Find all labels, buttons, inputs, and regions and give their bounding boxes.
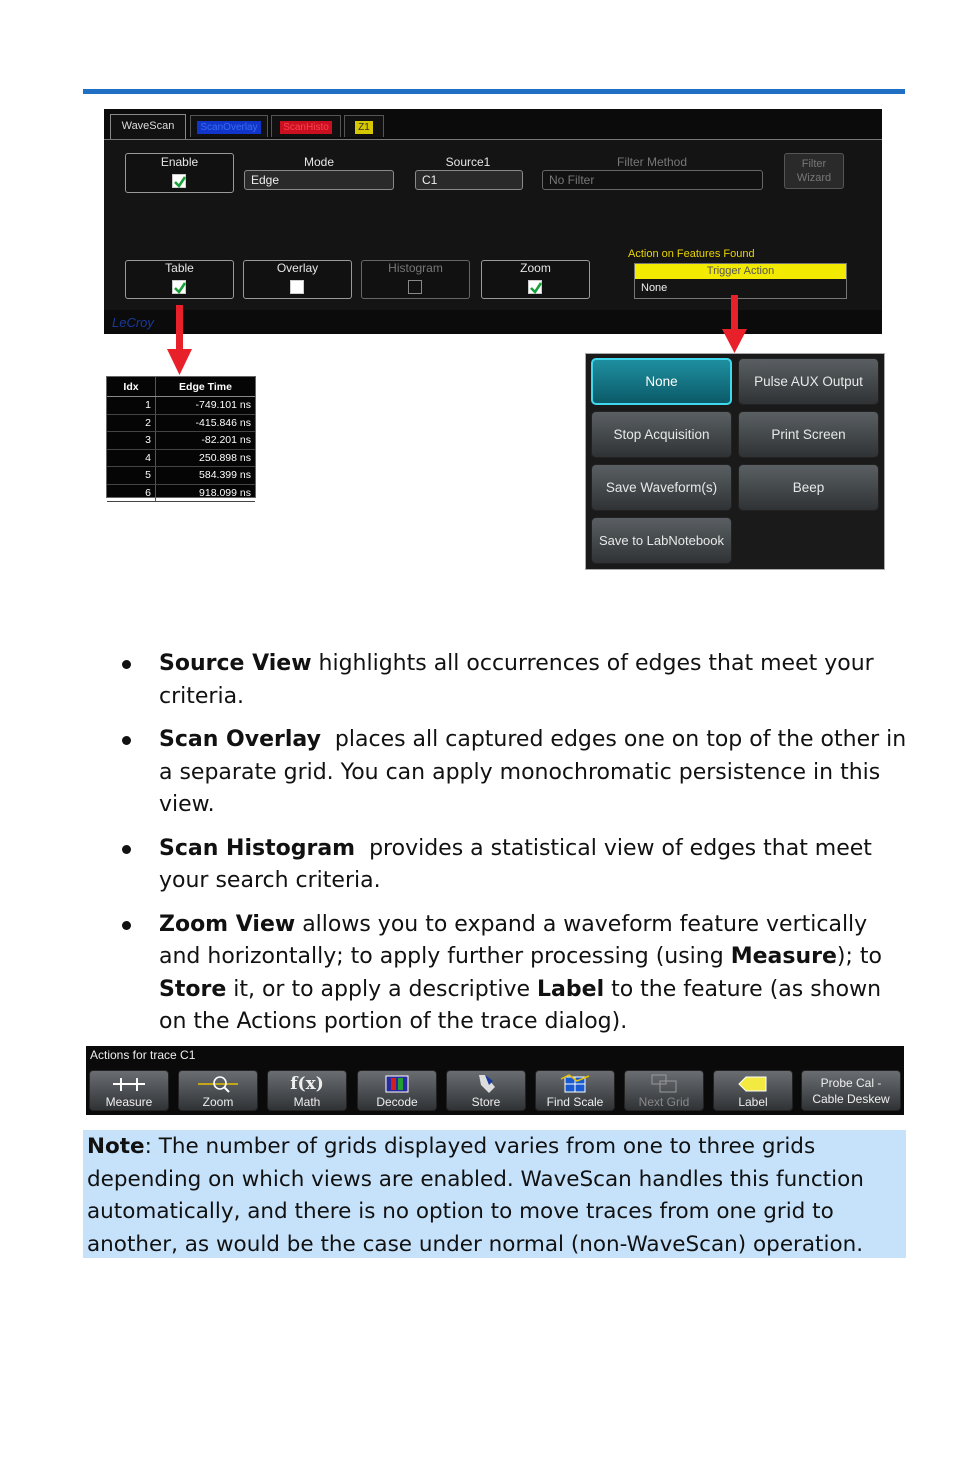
bullet-term: Scan Histogram	[159, 835, 356, 861]
table-row	[107, 414, 255, 432]
measure-button[interactable]	[89, 1070, 169, 1111]
zoom-label: Zoom	[520, 261, 551, 275]
list-item	[118, 909, 908, 1039]
zoom-label: Zoom	[202, 1095, 234, 1109]
bullet-icon	[122, 736, 131, 745]
table-cell: 5	[107, 467, 156, 485]
tab-wavescan[interactable]: WaveScan	[110, 114, 186, 139]
menu-item-save-to-labnotebook[interactable]: Save to LabNotebook	[591, 517, 732, 564]
decode-icon	[358, 1073, 436, 1095]
edge-time-table	[106, 376, 256, 498]
table-row	[107, 432, 255, 450]
math-button[interactable]	[267, 1070, 347, 1111]
bullet-term: Source View	[159, 651, 312, 676]
menu-item-pulse-aux-output[interactable]: Pulse AUX Output	[738, 358, 879, 405]
table-cell: 918.099 ns	[156, 484, 256, 502]
note-text: : The number of grids displayed varies from one to three grids depending on which views are enabled. WaveScan handles this function automatically, and there is no option to move traces from one grid to another, as would be the case under normal (non-WaveScan) operation.	[87, 1134, 864, 1257]
bullet-text: places all captured edges one on top of the other in a separate grid. You can apply monochromatic persistence in this view.	[159, 727, 914, 817]
next-grid-button[interactable]	[624, 1070, 704, 1111]
table-cell: -82.201 ns	[156, 432, 256, 450]
store-button[interactable]	[446, 1070, 526, 1111]
trigger-action-label: Trigger Action	[635, 264, 846, 279]
toolbar-title: Actions for trace C1	[90, 1048, 196, 1062]
histogram-label: Histogram	[388, 261, 443, 275]
menu-item-none[interactable]: None	[591, 358, 732, 405]
menu-item-save-waveforms[interactable]: Save Waveform(s)	[591, 464, 732, 511]
trigger-action-field[interactable]	[634, 263, 847, 299]
find-scale-icon	[536, 1073, 614, 1095]
next-grid-label: Next Grid	[638, 1095, 690, 1109]
mode-label: Mode	[303, 155, 335, 169]
decode-label: Decode	[376, 1095, 418, 1109]
store-label: Store	[471, 1095, 501, 1109]
tab-scanhisto[interactable]	[271, 115, 341, 137]
table-cell: 2	[107, 414, 156, 432]
bullet-term: Label	[537, 976, 605, 1002]
label-button[interactable]	[713, 1070, 793, 1111]
tab-scanoverlay[interactable]	[190, 115, 268, 137]
table-cell: 250.898 ns	[156, 449, 256, 467]
filter-label: Filter Method	[616, 155, 688, 169]
math-icon: f(x)	[290, 1074, 324, 1094]
table-cell: -415.846 ns	[156, 414, 256, 432]
table-cell: 6	[107, 484, 156, 502]
measure-icon	[90, 1073, 168, 1095]
probe-cal-label	[802, 1075, 900, 1107]
bullet-term: Measure	[730, 944, 837, 969]
edge-time-header: Edge Time	[156, 377, 256, 397]
table-cell: 3	[107, 432, 156, 450]
bullet-text: highlights all occurrences of edges that meet your criteria.	[159, 651, 874, 709]
probe-cal-line2: Cable Deskew	[812, 1092, 890, 1106]
list-item	[118, 724, 914, 822]
find-scale-button[interactable]	[535, 1070, 615, 1111]
note-label: Note	[87, 1134, 145, 1159]
table-row	[107, 467, 255, 485]
table-row	[107, 484, 255, 502]
table-row	[107, 449, 255, 467]
tab-z1-label: Z1	[355, 121, 373, 134]
table-cell: 584.399 ns	[156, 467, 256, 485]
bullet-term: Store	[159, 976, 227, 1002]
enable-checkbox[interactable]	[172, 174, 186, 188]
table-checkbox[interactable]	[172, 280, 186, 294]
arrow-down-icon	[720, 295, 750, 355]
lecroy-logo: LeCroy	[112, 315, 154, 330]
bullet-term: Zoom View	[159, 911, 296, 937]
find-scale-label: Find Scale	[546, 1095, 604, 1109]
wavescan-dialog	[104, 109, 882, 334]
source-label: Source1	[445, 155, 491, 169]
bullet-text: it, or to apply a descriptive	[226, 976, 538, 1002]
overlay-label: Overlay	[276, 261, 319, 275]
zoom-checkbox[interactable]	[528, 280, 542, 294]
table-label: Table	[165, 261, 194, 275]
list-item	[118, 648, 908, 713]
store-icon	[447, 1073, 525, 1095]
table-cell: -749.101 ns	[156, 397, 256, 415]
actions-toolbar	[86, 1046, 904, 1115]
source-select[interactable]: C1	[415, 170, 523, 190]
trigger-action-menu	[585, 353, 885, 570]
dialog-tabs	[104, 109, 882, 139]
filter-wizard-line2: Wizard	[796, 172, 832, 184]
tab-z1[interactable]	[344, 115, 384, 137]
bullet-icon	[122, 921, 131, 930]
action-on-features-title: Action on Features Found	[628, 248, 755, 260]
probe-cal-line1: Probe Cal -	[820, 1076, 882, 1090]
header-rule	[83, 89, 905, 94]
tab-scanhisto-label: ScanHisto	[280, 121, 332, 134]
bullet-term: Scan Overlay	[159, 727, 321, 752]
table-header-row	[107, 377, 255, 397]
table-row	[107, 397, 255, 415]
table-cell: 1	[107, 397, 156, 415]
histogram-checkbox[interactable]	[408, 280, 422, 294]
filter-wizard-button[interactable]	[784, 153, 844, 189]
list-item	[118, 833, 908, 898]
bullet-text: ); to	[836, 944, 882, 969]
note-box	[83, 1130, 906, 1258]
overlay-checkbox[interactable]	[290, 280, 304, 294]
filter-wizard-line1: Filter	[801, 158, 827, 170]
measure-label: Measure	[105, 1095, 153, 1109]
tab-scanoverlay-label: ScanOverlay	[197, 121, 260, 134]
mode-select[interactable]: Edge	[244, 170, 394, 190]
bullet-icon	[122, 845, 131, 854]
views-bullet-list	[118, 648, 914, 1050]
bullet-text: to the feature (as shown on the Actions portion of the trace dialog).	[159, 976, 882, 1034]
menu-item-print-screen[interactable]: Print Screen	[738, 411, 879, 458]
arrow-down-icon	[165, 305, 195, 377]
enable-label: Enable	[160, 155, 199, 169]
label-icon	[714, 1073, 792, 1095]
trigger-action-value: None	[641, 282, 668, 294]
label-label: Label	[738, 1095, 768, 1109]
bullet-text: provides a statistical view of edges that meet your search criteria.	[159, 835, 879, 893]
decode-button[interactable]	[357, 1070, 437, 1111]
zoom-button[interactable]	[178, 1070, 258, 1111]
zoom-icon	[179, 1073, 257, 1095]
bullet-text: allows you to expand a waveform feature vertically and horizontally; to apply further processing (using	[159, 911, 868, 969]
bullet-icon	[122, 660, 131, 669]
menu-item-stop-acquisition[interactable]: Stop Acquisition	[591, 411, 732, 458]
next-grid-icon	[625, 1073, 703, 1095]
idx-header: Idx	[107, 377, 156, 397]
menu-item-beep[interactable]: Beep	[738, 464, 879, 511]
probe-cal-cable-deskew-button[interactable]	[801, 1070, 901, 1111]
table-cell: 4	[107, 449, 156, 467]
math-label: Math	[293, 1095, 321, 1109]
filter-select[interactable]: No Filter	[542, 170, 763, 190]
brand-strip	[104, 310, 882, 334]
